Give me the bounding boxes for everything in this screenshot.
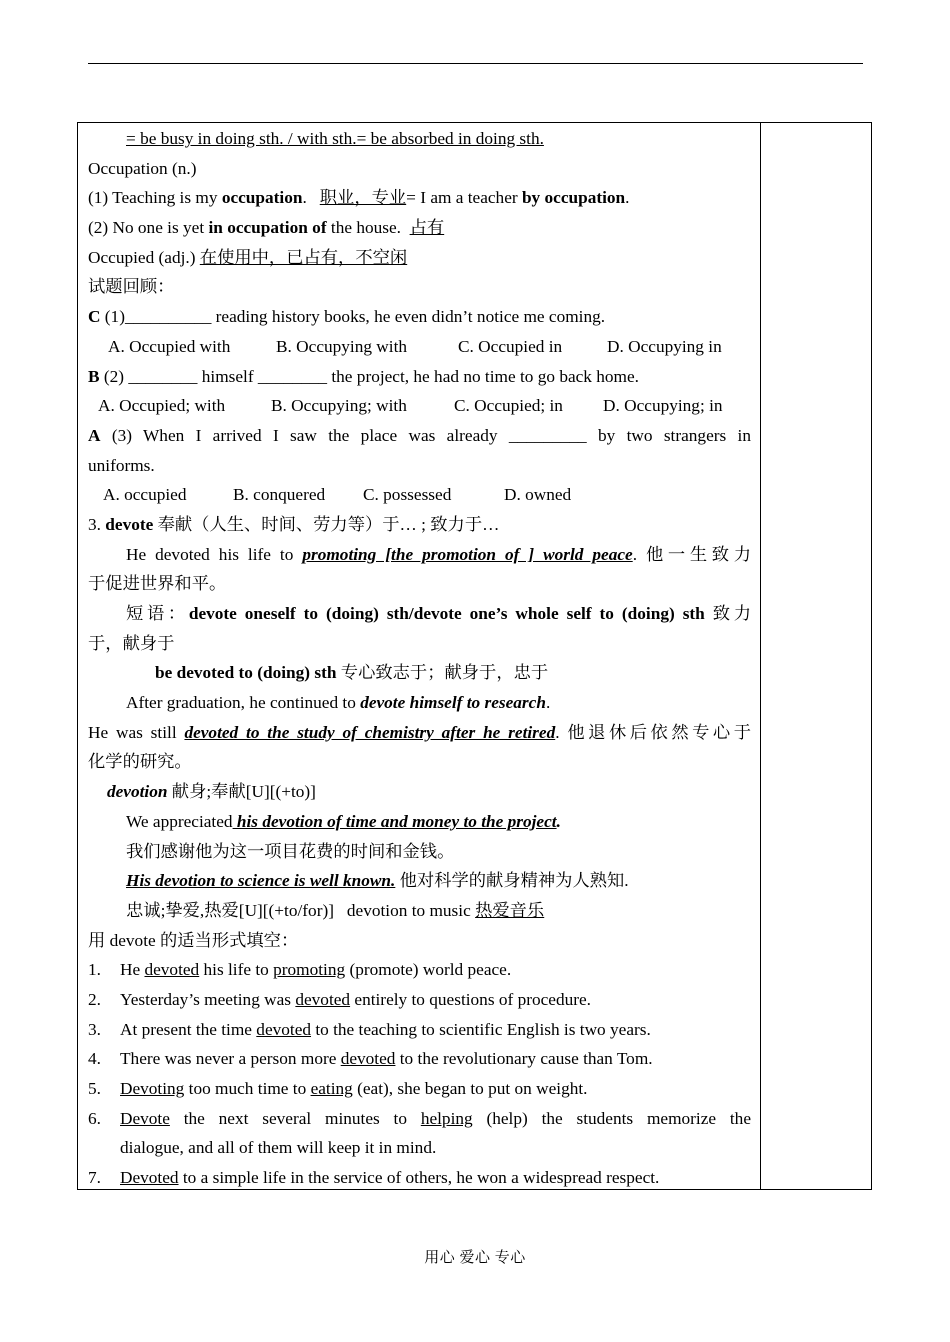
answer: Devoting <box>120 1079 185 1098</box>
item-number: 4. <box>88 1049 101 1069</box>
text: the next several minutes to <box>169 1108 421 1128</box>
question-line <box>88 421 751 451</box>
text: (2) No one is yet <box>88 218 209 238</box>
option: C. possessed <box>363 485 452 505</box>
item-number: 7. <box>88 1168 101 1188</box>
option: B. conquered <box>233 485 326 505</box>
text: Yesterday’s meeting was <box>120 989 296 1009</box>
answer: eating <box>310 1079 353 1098</box>
question-text: (3) When I arrived I saw the place was already _________ by two strangers in <box>100 425 751 445</box>
text: . <box>625 188 630 208</box>
answer: promoting <box>273 960 346 980</box>
exercise-continuation <box>88 1133 751 1163</box>
text-line <box>88 124 751 154</box>
text-line <box>88 866 751 896</box>
answer: Devoted <box>120 1168 179 1188</box>
text-line <box>88 718 751 748</box>
section-label: 用 devote 的适当形式填空： <box>88 930 299 950</box>
options-line <box>88 391 751 421</box>
header-rule <box>88 63 863 64</box>
bold-text: devote oneself to (doing) sth/devote one’s whole self to (doing) sth <box>188 604 705 623</box>
text: 化学的研究。 <box>88 752 192 772</box>
text-line <box>88 599 751 629</box>
text: We appreciated <box>126 811 233 831</box>
option: B. Occupying; with <box>271 396 407 416</box>
main-cell <box>88 124 751 1193</box>
question-text: uniforms. <box>88 455 155 475</box>
option: A. occupied <box>103 485 187 505</box>
text-line <box>88 183 751 213</box>
exercise-item <box>88 1163 751 1193</box>
answer: devoted <box>144 960 200 980</box>
text: After graduation, he continued to <box>126 693 361 713</box>
answer: devoted <box>340 1049 396 1069</box>
text-line <box>88 837 751 867</box>
item-number: 3. <box>88 1019 101 1039</box>
text: Occupied (adj.) <box>88 247 200 267</box>
text: (1) Teaching is my <box>88 188 222 208</box>
text-line <box>88 747 751 777</box>
text-line <box>88 926 751 956</box>
emphasis-text: devotion <box>107 782 168 802</box>
text-line <box>88 243 751 273</box>
answer: devoted <box>295 989 351 1009</box>
text-line <box>88 510 751 540</box>
text-line <box>88 658 751 688</box>
text: 短语： <box>126 604 189 623</box>
synonym-phrase: = be busy in doing sth. / with sth.= be absorbed in doing sth. <box>126 129 544 148</box>
text: 于促进世界和平。 <box>88 574 227 594</box>
option: D. owned <box>504 485 572 505</box>
column-divider <box>760 123 761 1189</box>
text: He was still <box>88 722 185 742</box>
underlined-text: 热爱音乐 <box>475 900 545 920</box>
bold-text: devote <box>105 514 154 534</box>
exercise-item <box>88 955 751 985</box>
emphasis-text: devote himself to research <box>360 693 546 713</box>
question-text: (1)__________ reading history books, he even didn’t notice me coming. <box>100 307 606 327</box>
text-line <box>88 540 751 570</box>
text-line <box>88 777 751 807</box>
answer: Devote <box>120 1108 170 1128</box>
text: 他对科学的献身精神为人熟知. <box>395 871 629 891</box>
text-line <box>88 688 751 718</box>
item-number: 6. <box>88 1108 101 1128</box>
text-line <box>88 154 751 184</box>
emphasis-text: promoting [the promotion of ] world peace <box>302 544 633 564</box>
text: (help) the students memorize the <box>472 1108 751 1128</box>
option: C. Occupied; in <box>454 396 563 416</box>
text: . <box>545 693 551 713</box>
text: At present the time <box>120 1019 257 1039</box>
text: . 他一生致力 <box>632 544 752 564</box>
text: to the revolutionary cause than Tom. <box>395 1049 653 1069</box>
text: entirely to questions of procedure. <box>350 989 591 1009</box>
text: (eat), she began to put on weight. <box>352 1079 588 1098</box>
text: to a simple life in the service of others, he won a widespread respect. <box>178 1168 660 1188</box>
answer-key: B <box>88 366 100 386</box>
text: (promote) world peace. <box>345 960 512 980</box>
option: D. Occupying in <box>607 336 722 356</box>
text: There was never a person more <box>120 1049 341 1069</box>
section-label: 试题回顾： <box>88 277 175 297</box>
bold-text: in occupation of <box>208 218 327 238</box>
exercise-item <box>88 1104 751 1134</box>
question-line <box>88 302 751 332</box>
text: dialogue, and all of them will keep it in mind. <box>120 1138 437 1158</box>
text: to the teaching to scientific English is two years. <box>311 1019 651 1039</box>
page-footer: 用心 爱心 专心 <box>424 1250 526 1266</box>
text: the house. <box>326 218 410 238</box>
exercise-item <box>88 1015 751 1045</box>
text: . <box>556 811 561 831</box>
emphasis-text: devoted to the study of chemistry after he retired <box>184 722 556 742</box>
text-line <box>88 807 751 837</box>
text: = I am a teacher <box>406 188 522 208</box>
text-line <box>88 629 751 659</box>
underlined-text: 占有 <box>409 218 445 238</box>
text: 3. <box>88 514 106 534</box>
text: his life to <box>199 960 274 980</box>
text: 奉献（人生、时间、劳力等）于… ; 致力于… <box>153 514 500 534</box>
question-text: (2) ________ himself ________ the project, he had no time to go back home. <box>99 366 639 386</box>
text: 致力 <box>704 604 751 623</box>
text: too much time to <box>184 1079 311 1098</box>
text: 我们感谢他为这一项目花费的时间和金钱。 <box>126 841 455 861</box>
bold-text: by occupation <box>521 188 626 208</box>
text: He devoted his life to <box>126 544 303 564</box>
text: 忠诚;挚爱,热爱[U][(+to/for)] devotion to music <box>126 900 476 920</box>
options-line <box>88 332 751 362</box>
text: 献身;奉献[U][(+to)] <box>167 782 316 802</box>
option: A. Occupied; with <box>98 396 226 416</box>
heading-occupation: Occupation (n.) <box>88 158 197 178</box>
item-number: 2. <box>88 989 101 1009</box>
option: D. Occupying; in <box>603 396 723 416</box>
text-line <box>88 569 751 599</box>
exercise-item <box>88 1074 751 1104</box>
text: 于，献身于 <box>88 633 175 653</box>
emphasis-text: his devotion of time and money to the project <box>232 811 557 831</box>
text: . 他退休后依然专心于 <box>555 722 751 742</box>
bold-text: occupation <box>221 188 303 208</box>
text-line <box>88 451 751 481</box>
question-line <box>88 362 751 392</box>
exercise-item <box>88 985 751 1015</box>
text: 专心致志于；献身于，忠于 <box>336 663 549 683</box>
text-line <box>88 213 751 243</box>
exercise-item <box>88 1044 751 1074</box>
option: C. Occupied in <box>458 336 563 356</box>
answer: helping <box>420 1108 473 1128</box>
option: B. Occupying with <box>276 336 408 356</box>
answer-key: A <box>88 425 101 445</box>
text: He <box>120 960 145 980</box>
underlined-text: 在使用中，已占有，不空闲 <box>199 247 408 267</box>
text-line <box>88 896 751 926</box>
options-line <box>88 480 751 510</box>
text-line <box>88 272 751 302</box>
content-table <box>77 122 872 1190</box>
answer-key: C <box>88 307 101 327</box>
text: . <box>302 188 320 208</box>
item-number: 5. <box>88 1079 101 1098</box>
underlined-text: 职业，专业 <box>319 188 407 208</box>
emphasis-text: His devotion to science is well known. <box>126 871 396 891</box>
answer: devoted <box>256 1019 312 1039</box>
option: A. Occupied with <box>108 336 231 356</box>
item-number: 1. <box>88 960 101 980</box>
bold-text: be devoted to (doing) sth <box>155 663 337 683</box>
